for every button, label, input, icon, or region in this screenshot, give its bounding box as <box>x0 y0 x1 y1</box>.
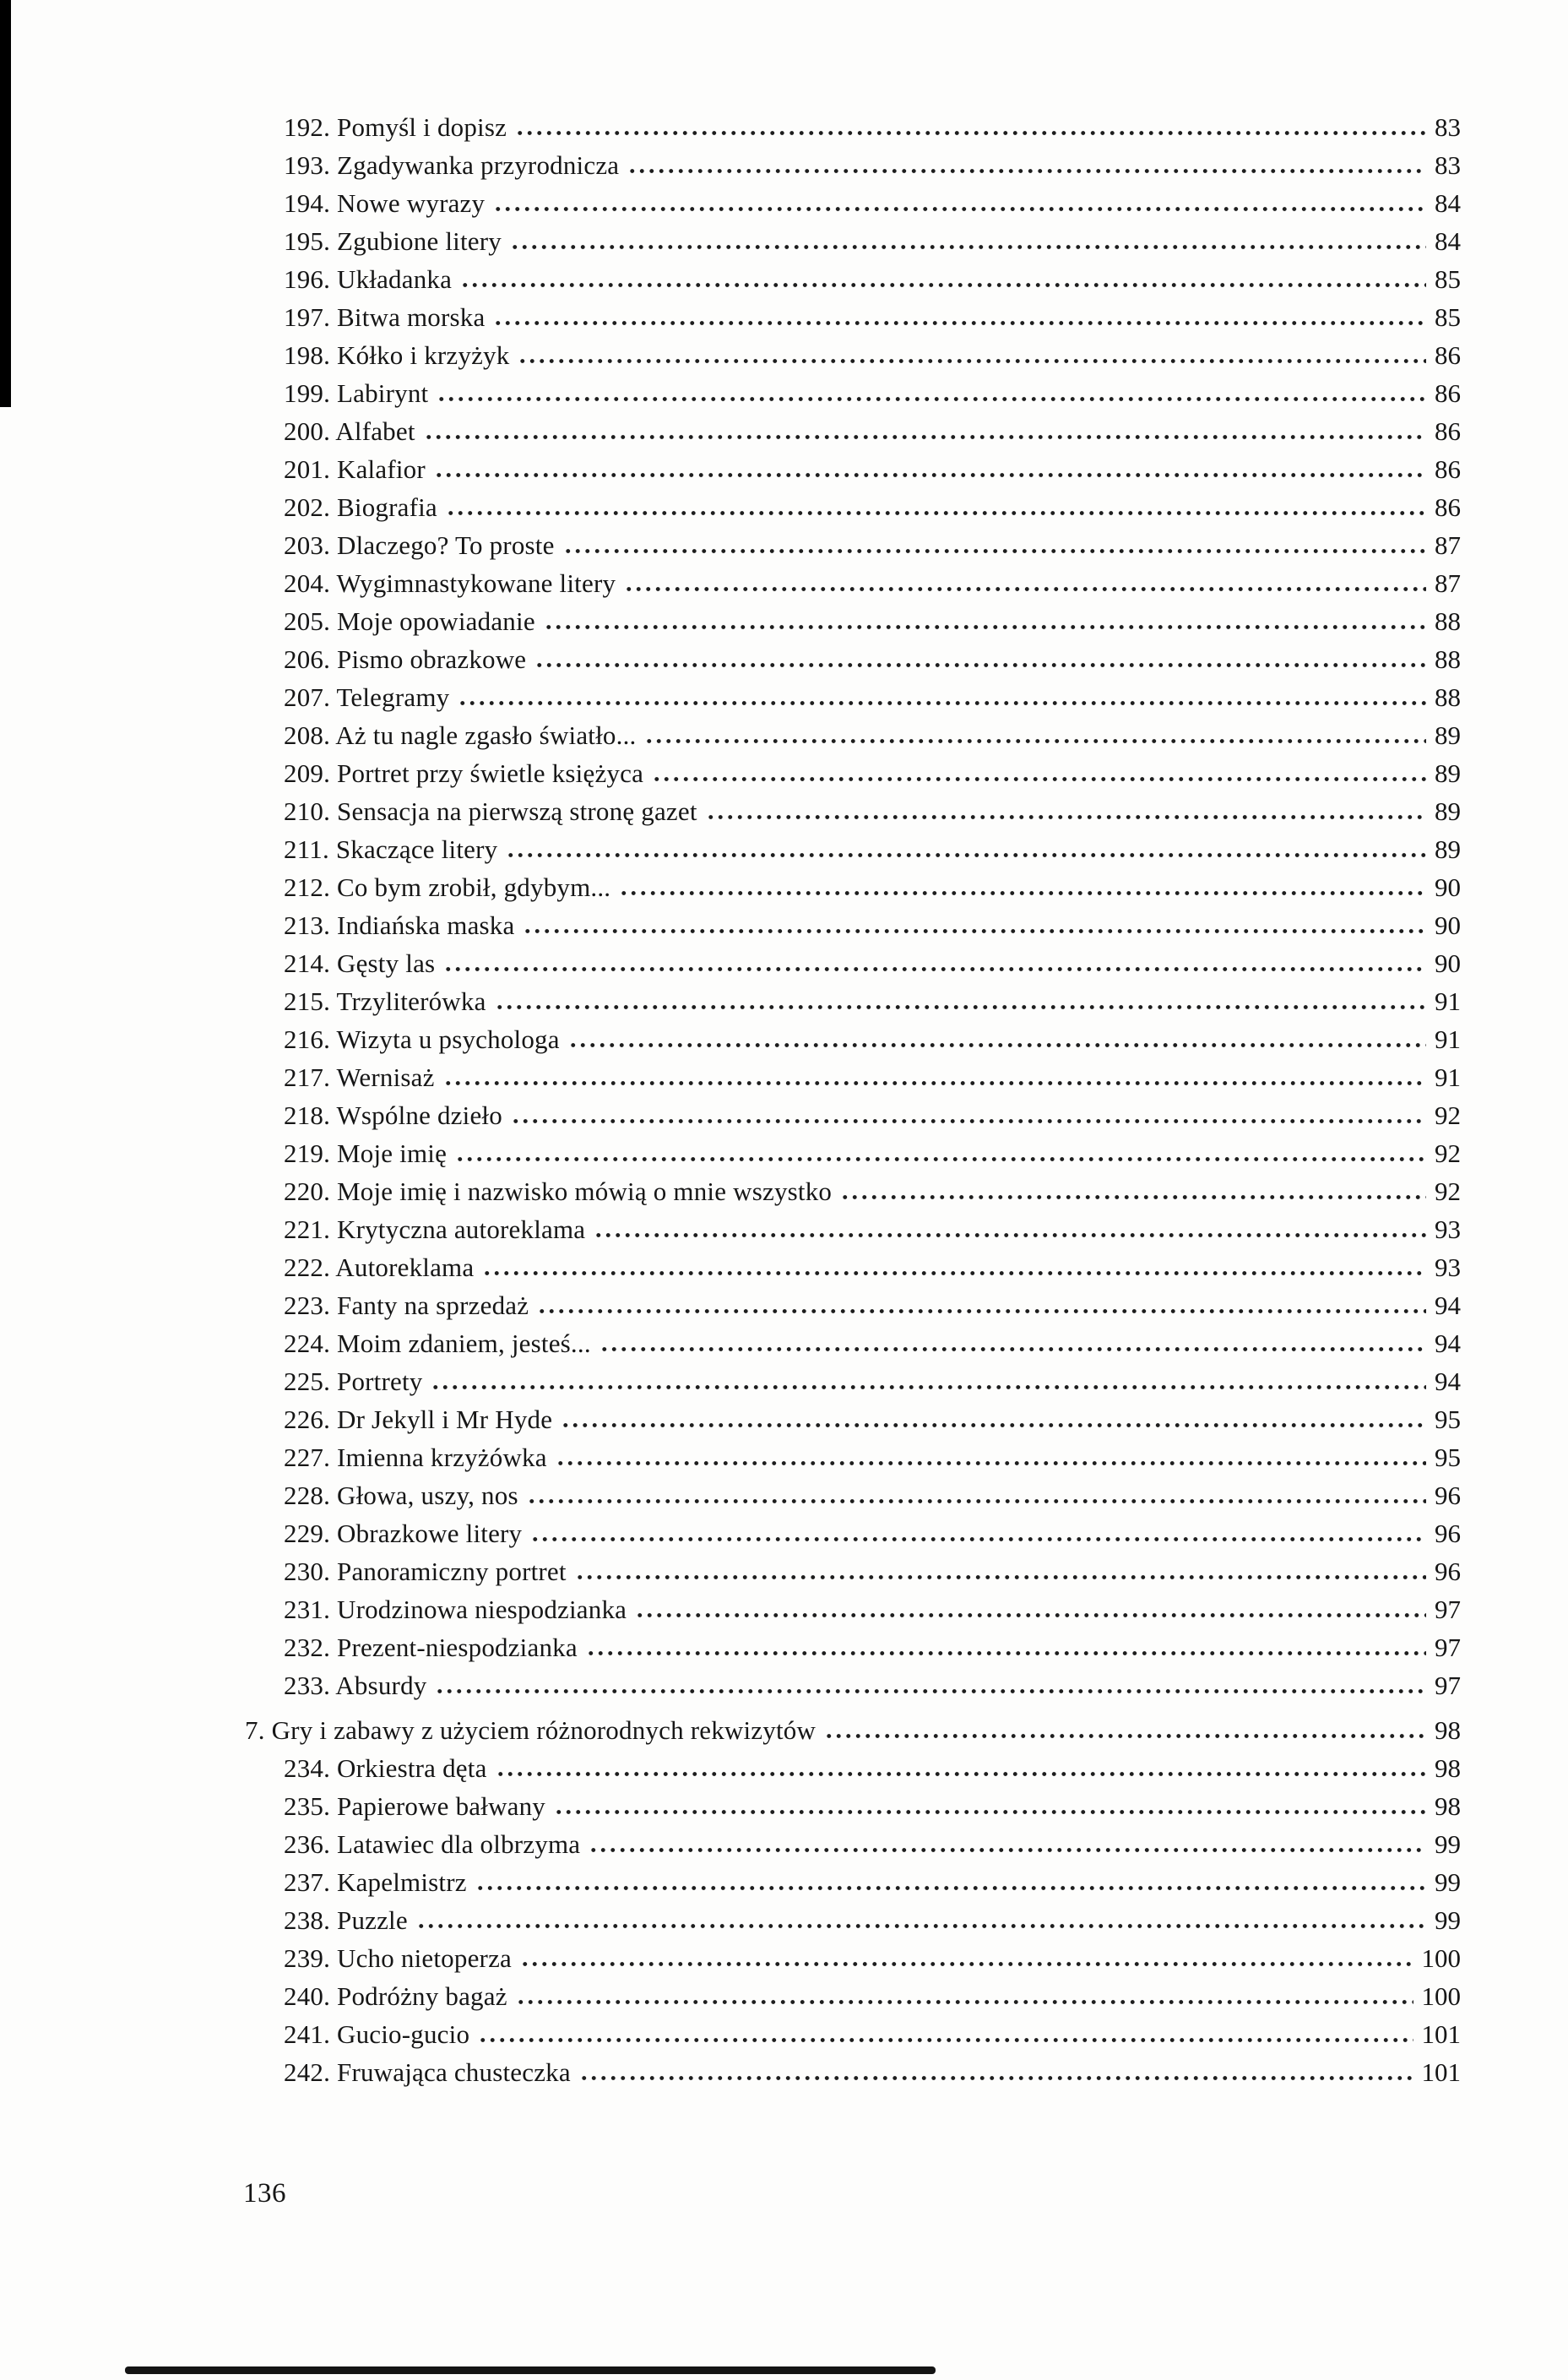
toc-entry-label: 198. Kółko i krzyżyk <box>284 340 510 370</box>
dot-leader <box>443 1080 1426 1086</box>
toc-entry-page-number: 86 <box>1435 492 1461 522</box>
dot-leader <box>520 1961 1413 1967</box>
toc-entry-label: 231. Urodzinowa niespodzianka <box>284 1595 627 1624</box>
toc-entry-page-number: 92 <box>1435 1176 1461 1206</box>
dot-leader <box>446 510 1426 516</box>
toc-entry-label: 206. Pismo obrazkowe <box>284 644 527 674</box>
toc-entry <box>245 564 1461 602</box>
toc-entry-label: 209. Portret przy świetle księżyca <box>284 758 644 788</box>
toc-entry <box>245 1172 1461 1210</box>
toc-entry-label: 240. Podróżny bagaż <box>284 1981 507 2011</box>
dot-leader <box>652 776 1426 782</box>
toc-entry-page-number: 99 <box>1435 1867 1461 1897</box>
toc-entry-label: 234. Orkiestra dęta <box>284 1753 487 1783</box>
dot-leader <box>506 852 1426 858</box>
toc-entry-page-number: 95 <box>1435 1405 1461 1434</box>
toc-entry-page-number: 86 <box>1435 454 1461 484</box>
dot-leader <box>706 814 1426 820</box>
toc-entry <box>245 1362 1461 1400</box>
toc-entry-page-number: 86 <box>1435 340 1461 370</box>
toc-entry <box>245 1438 1461 1476</box>
toc-entry-label: 233. Absurdy <box>284 1671 427 1700</box>
dot-leader <box>527 1498 1426 1504</box>
toc-entry-label: 217. Wernisaż <box>284 1062 435 1092</box>
toc-entry-label: 193. Zgadywanka przyrodnicza <box>284 150 620 180</box>
dot-leader <box>563 548 1426 554</box>
toc-entry <box>245 868 1461 906</box>
toc-entry <box>245 1977 1461 2015</box>
dot-leader <box>554 1809 1426 1815</box>
toc-entry-page-number: 91 <box>1435 986 1461 1016</box>
toc-entry-label: 204. Wygimnastykowane litery <box>284 568 616 598</box>
toc-entry-page-number: 94 <box>1435 1291 1461 1320</box>
toc-entry-label: 242. Fruwająca chusteczka <box>284 2057 571 2087</box>
toc-entry <box>245 526 1461 564</box>
toc-entry-page-number: 86 <box>1435 378 1461 408</box>
dot-leader <box>510 244 1426 250</box>
toc-entry-label: 228. Głowa, uszy, nos <box>284 1481 518 1510</box>
toc-entry-page-number: 89 <box>1435 796 1461 826</box>
dot-leader <box>627 168 1426 174</box>
dot-leader <box>619 890 1426 896</box>
toc-entry-label: 222. Autoreklama <box>284 1252 475 1282</box>
page-number: 136 <box>243 2178 286 2209</box>
dot-leader <box>523 928 1426 934</box>
toc-entry-page-number: 92 <box>1435 1100 1461 1130</box>
toc-entry-page-number: 98 <box>1435 1753 1461 1783</box>
toc-entry-label: 238. Puzzle <box>284 1905 408 1935</box>
dot-leader <box>493 320 1426 326</box>
toc-entry-page-number: 93 <box>1435 1214 1461 1244</box>
toc-entry-label: 212. Co bym zrobił, gdybym... <box>284 872 611 902</box>
toc-entry-page-number: 91 <box>1435 1024 1461 1054</box>
toc-entry <box>245 1628 1461 1666</box>
toc-entry-page-number: 98 <box>1435 1791 1461 1821</box>
toc-entry <box>245 1514 1461 1552</box>
toc-entry <box>245 488 1461 526</box>
toc-entry-page-number: 85 <box>1435 302 1461 332</box>
toc-entry-page-number: 83 <box>1435 150 1461 180</box>
toc-entry-label: 211. Skaczące litery <box>284 834 498 864</box>
dot-leader <box>635 1612 1426 1618</box>
toc-entry <box>245 944 1461 982</box>
toc-entry-page-number: 87 <box>1435 568 1461 598</box>
toc-entry-label: 219. Moje imię <box>284 1138 448 1168</box>
toc-entry <box>245 108 1461 146</box>
toc-entry-page-number: 97 <box>1435 1671 1461 1700</box>
toc-entry <box>245 982 1461 1020</box>
toc-entry-label: 201. Kalafior <box>284 454 426 484</box>
toc-entry <box>245 1248 1461 1286</box>
toc-entry-page-number: 88 <box>1435 644 1461 674</box>
toc-entry <box>245 184 1461 222</box>
dot-leader <box>586 1650 1426 1656</box>
toc-entry-page-number: 94 <box>1435 1329 1461 1358</box>
dot-leader <box>493 206 1426 212</box>
dot-leader <box>589 1847 1426 1853</box>
toc-list <box>245 108 1461 2091</box>
toc-entry <box>245 1749 1461 1787</box>
toc-entry-label: 207. Telegramy <box>284 682 450 712</box>
toc-entry-label: 225. Portrety <box>284 1367 423 1396</box>
toc-entry-page-number: 90 <box>1435 948 1461 978</box>
toc-entry-page-number: 89 <box>1435 758 1461 788</box>
dot-leader <box>495 1004 1426 1010</box>
toc-entry <box>245 374 1461 412</box>
toc-entry-page-number: 101 <box>1421 2019 1461 2049</box>
dot-leader <box>530 1536 1426 1542</box>
toc-entry <box>245 1939 1461 1977</box>
toc-entry-page-number: 94 <box>1435 1367 1461 1396</box>
toc-entry <box>245 1058 1461 1096</box>
toc-entry-page-number: 84 <box>1435 226 1461 256</box>
dot-leader <box>516 1999 1413 2005</box>
dot-leader <box>594 1232 1426 1238</box>
toc-entry <box>245 1590 1461 1628</box>
toc-entry <box>245 1324 1461 1362</box>
dot-leader <box>455 1156 1426 1162</box>
toc-entry <box>245 1134 1461 1172</box>
toc-entry <box>245 1863 1461 1901</box>
toc-entry-label: 214. Gęsty las <box>284 948 436 978</box>
toc-entry <box>245 146 1461 184</box>
toc-entry-page-number: 89 <box>1435 834 1461 864</box>
dot-leader <box>496 1771 1426 1777</box>
toc-entry-page-number: 87 <box>1435 530 1461 560</box>
toc-entry-label: 196. Układanka <box>284 264 453 294</box>
toc-entry-label: 208. Aż tu nagle zgasło światło... <box>284 720 637 750</box>
toc-entry <box>245 260 1461 298</box>
dot-leader <box>518 358 1426 364</box>
toc-entry <box>245 1400 1461 1438</box>
toc-entry-page-number: 100 <box>1421 1981 1461 2011</box>
dot-leader <box>568 1042 1426 1048</box>
toc-entry <box>245 1825 1461 1863</box>
toc-entry-page-number: 99 <box>1435 1829 1461 1859</box>
dot-leader <box>458 700 1426 706</box>
toc-entry-page-number: 90 <box>1435 872 1461 902</box>
dot-leader <box>460 282 1426 288</box>
toc-entry-page-number: 95 <box>1435 1443 1461 1472</box>
toc-entry <box>245 716 1461 754</box>
toc-entry-label: 210. Sensacja na pierwszą stronę gazet <box>284 796 697 826</box>
dot-leader <box>575 1574 1426 1580</box>
dot-leader <box>840 1194 1426 1200</box>
toc-entry-page-number: 96 <box>1435 1481 1461 1510</box>
toc-entry-label: 194. Nowe wyrazy <box>284 188 486 218</box>
toc-entry-page-number: 86 <box>1435 416 1461 446</box>
toc-entry-page-number: 89 <box>1435 720 1461 750</box>
toc-entry <box>245 1286 1461 1324</box>
toc-entry <box>245 298 1461 336</box>
toc-entry-label: 202. Biografia <box>284 492 437 522</box>
toc-entry-label: 237. Kapelmistrz <box>284 1867 467 1897</box>
dot-leader <box>534 662 1426 668</box>
toc-entry <box>245 336 1461 374</box>
scan-artifact-bottom-edge <box>125 2366 936 2374</box>
toc-entry-label: 232. Prezent-niespodzianka <box>284 1633 578 1662</box>
toc-entry-label: 236. Latawiec dla olbrzyma <box>284 1829 581 1859</box>
toc-entry-label: 215. Trzyliterówka <box>284 986 486 1016</box>
toc-entry-label: 197. Bitwa morska <box>284 302 486 332</box>
scan-artifact-left-edge <box>0 0 11 407</box>
toc-entry <box>245 906 1461 944</box>
dot-leader <box>443 966 1426 972</box>
toc-entry-label: 200. Alfabet <box>284 416 415 446</box>
toc-entry <box>245 640 1461 678</box>
toc-entry-label: 218. Wspólne dzieło <box>284 1100 502 1130</box>
toc-entry-page-number: 84 <box>1435 188 1461 218</box>
toc-entry-page-number: 83 <box>1435 112 1461 142</box>
toc-entry <box>245 1210 1461 1248</box>
toc-entry-page-number: 90 <box>1435 910 1461 940</box>
toc-entry-label: 205. Moje opowiadanie <box>284 606 535 636</box>
toc-entry-page-number: 100 <box>1421 1943 1461 1973</box>
toc-entry-label: 230. Panoramiczny portret <box>284 1557 567 1586</box>
toc-entry-label: 220. Moje imię i nazwisko mówią o mnie wszystko <box>284 1176 833 1206</box>
dot-leader <box>600 1346 1426 1352</box>
toc-entry <box>245 2053 1461 2091</box>
toc-entry-page-number: 97 <box>1435 1595 1461 1624</box>
dot-leader <box>561 1422 1426 1428</box>
toc-entry-page-number: 96 <box>1435 1519 1461 1548</box>
dot-leader <box>434 472 1426 478</box>
toc-entry <box>245 1020 1461 1058</box>
toc-entry-page-number: 97 <box>1435 1633 1461 1662</box>
dot-leader <box>579 2075 1413 2081</box>
toc-entry <box>245 1901 1461 1939</box>
toc-section-heading <box>245 1711 1461 1749</box>
toc-entry-label: 226. Dr Jekyll i Mr Hyde <box>284 1405 553 1434</box>
toc-entry-label: 192. Pomyśl i dopisz <box>284 112 507 142</box>
dot-leader <box>416 1923 1426 1929</box>
toc-entry-label: 224. Moim zdaniem, jesteś... <box>284 1329 591 1358</box>
toc-entry-label: 195. Zgubione litery <box>284 226 502 256</box>
dot-leader <box>475 1885 1426 1891</box>
toc-entry-label: 239. Ucho nietoperza <box>284 1943 512 1973</box>
dot-leader <box>544 624 1426 630</box>
dot-leader <box>824 1733 1426 1739</box>
toc-entry-label: 229. Obrazkowe litery <box>284 1519 523 1548</box>
toc-entry <box>245 450 1461 488</box>
dot-leader <box>537 1308 1426 1314</box>
dot-leader <box>424 434 1426 440</box>
toc-entry <box>245 602 1461 640</box>
toc-entry-label: 203. Dlaczego? To proste <box>284 530 555 560</box>
toc-entry-label: 227. Imienna krzyżówka <box>284 1443 547 1472</box>
toc-entry-label: 223. Fanty na sprzedaż <box>284 1291 529 1320</box>
toc-entry <box>245 1666 1461 1704</box>
toc-entry-page-number: 98 <box>1435 1715 1461 1745</box>
dot-leader <box>515 130 1426 136</box>
dot-leader <box>556 1460 1426 1466</box>
toc-entry <box>245 412 1461 450</box>
dot-leader <box>431 1384 1426 1390</box>
toc-entry-label: 7. Gry i zabawy z użyciem różnorodnych rekwizytów <box>245 1715 817 1745</box>
toc-entry-page-number: 96 <box>1435 1557 1461 1586</box>
toc-entry <box>245 754 1461 792</box>
toc-entry <box>245 1096 1461 1134</box>
toc-entry-page-number: 101 <box>1421 2057 1461 2087</box>
toc-entry-label: 216. Wizyta u psychologa <box>284 1024 560 1054</box>
dot-leader <box>435 1688 1426 1694</box>
toc-entry-page-number: 88 <box>1435 606 1461 636</box>
toc-entry-label: 213. Indiańska maska <box>284 910 515 940</box>
toc-entry <box>245 830 1461 868</box>
toc-entry-page-number: 85 <box>1435 264 1461 294</box>
toc-entry-page-number: 91 <box>1435 1062 1461 1092</box>
toc-entry-label: 199. Labirynt <box>284 378 429 408</box>
dot-leader <box>437 396 1426 402</box>
toc-entry <box>245 1552 1461 1590</box>
dot-leader <box>478 2037 1413 2043</box>
toc-entry <box>245 792 1461 830</box>
dot-leader <box>624 586 1426 592</box>
dot-leader <box>482 1270 1426 1276</box>
toc-entry-label: 241. Gucio-gucio <box>284 2019 470 2049</box>
toc-entry <box>245 2015 1461 2053</box>
toc-entry-page-number: 99 <box>1435 1905 1461 1935</box>
toc-entry <box>245 678 1461 716</box>
toc-entry <box>245 222 1461 260</box>
toc-entry <box>245 1476 1461 1514</box>
dot-leader <box>644 738 1426 744</box>
toc-entry-page-number: 92 <box>1435 1138 1461 1168</box>
toc-entry <box>245 1787 1461 1825</box>
toc-entry-page-number: 88 <box>1435 682 1461 712</box>
toc-entry-page-number: 93 <box>1435 1252 1461 1282</box>
toc-entry-label: 221. Krytyczna autoreklama <box>284 1214 586 1244</box>
dot-leader <box>511 1118 1426 1124</box>
toc-entry-label: 235. Papierowe bałwany <box>284 1791 546 1821</box>
